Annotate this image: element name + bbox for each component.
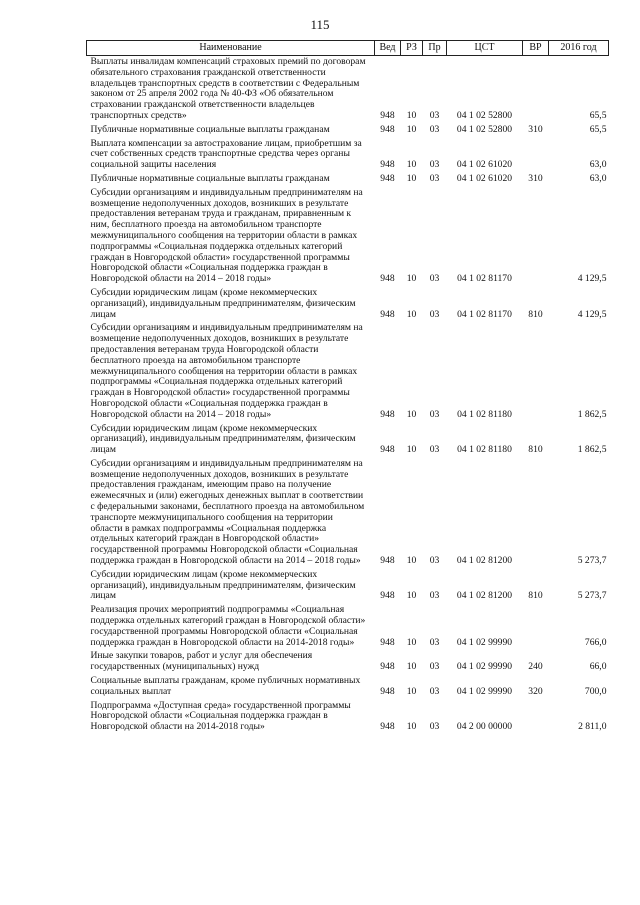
- table-row: [87, 187, 609, 287]
- row-name: Публичные нормативные социальные выплаты гражданам: [90, 123, 330, 135]
- row-name: Подпрограмма «Доступная среда» государственной программы Новгородской области «Социальная поддержка граждан в Новгородской области на 2014-2018 годы»: [90, 699, 351, 733]
- row-name: Субсидии юридическим лицам (кроме некоммерческих организаций), индивидуальным предпринимателям, физическим лицам: [90, 422, 356, 456]
- row-ved: 948: [380, 159, 395, 171]
- row-rz: 10: [406, 555, 417, 567]
- row-name: Социальные выплаты гражданам, кроме публичных нормативных социальных выплат: [90, 675, 361, 697]
- row-pr: 03: [429, 273, 440, 285]
- table-row: [87, 322, 609, 422]
- row-cst: 04 1 02 81180: [457, 444, 512, 456]
- row-rz: 10: [406, 661, 417, 673]
- row-rz: 10: [406, 685, 417, 697]
- row-rz: 10: [406, 159, 417, 171]
- row-cst: 04 1 02 61020: [456, 172, 513, 184]
- row-sum: 63,0: [589, 172, 607, 184]
- table-row: [87, 604, 609, 650]
- row-vr: [523, 322, 549, 422]
- row-ved: 948: [380, 109, 395, 121]
- header-row: [87, 41, 609, 56]
- table-row: [87, 423, 609, 458]
- row-cst: 04 2 00 00000: [456, 721, 513, 733]
- row-cst: 04 1 02 52800: [456, 109, 513, 121]
- row-sum: 1 862,5: [577, 408, 607, 420]
- row-sum: 65,5: [589, 109, 607, 121]
- row-rz: 10: [406, 123, 417, 135]
- row-pr: 03: [429, 661, 440, 673]
- table-row: [87, 700, 609, 735]
- table-row: [87, 138, 609, 173]
- row-vr: 310: [528, 123, 543, 135]
- row-vr: [523, 604, 549, 650]
- row-pr: 03: [429, 109, 440, 121]
- row-pr: 03: [429, 123, 440, 135]
- row-ved: 948: [380, 721, 395, 733]
- header-vr: ВР: [523, 41, 549, 56]
- row-ved: 948: [380, 685, 395, 697]
- row-rz: 10: [406, 444, 417, 456]
- row-vr: [523, 458, 549, 569]
- table-header: [87, 41, 609, 56]
- row-cst: 04 1 02 61020: [456, 159, 513, 171]
- row-vr: [523, 56, 549, 124]
- row-ved: 948: [380, 123, 395, 135]
- row-rz: 10: [406, 308, 417, 320]
- table-body: [87, 56, 609, 736]
- row-name: Выплаты инвалидам компенсаций страховых премий по договорам обязательного страхования гражданской ответственности владельцев транспортных средств в соответствии с Федеральным законом от 25 апреля 2002 года № 40-ФЗ «Об обязательном страховании гражданской ответственности владельцев транспортных средств»: [90, 56, 366, 121]
- row-vr: 310: [528, 172, 543, 184]
- row-name: Публичные нормативные социальные выплаты гражданам: [90, 172, 330, 184]
- row-ved: 948: [380, 555, 395, 567]
- row-vr: 320: [528, 685, 543, 697]
- row-sum: 4 129,5: [577, 308, 607, 320]
- row-sum: 4 129,5: [577, 273, 607, 285]
- row-vr: [523, 138, 549, 173]
- row-vr: [523, 700, 549, 735]
- budget-table: [86, 40, 609, 735]
- row-cst: 04 1 02 99990: [456, 636, 513, 648]
- row-cst: 04 1 02 52800: [456, 123, 513, 135]
- table-row: [87, 458, 609, 569]
- header-name: Наименование: [87, 41, 375, 56]
- header-pr: Пр: [423, 41, 447, 56]
- row-ved: 948: [380, 661, 395, 673]
- row-sum: 65,5: [589, 123, 607, 135]
- row-cst: 04 1 02 99990: [456, 685, 513, 697]
- header-rz: РЗ: [401, 41, 423, 56]
- row-name: Субсидии организациям и индивидуальным предпринимателям на возмещение недополученных доходов, возникших в результате предоставления гражданам, имеющим право на получение ежемесячных и (или) ежегодных денежных выплат в соответствии с федеральными законами, бесплатного проезда на автомобильном транспорте межмуниципального сообщения на территории области в рамках подпрограммы «Социальная поддержка отдельных категорий граждан в Новгородской области» государственной программы Новгородской области «Социальная поддержка граждан в Новгородской области на 2014 – 2018 годы»: [90, 457, 365, 567]
- row-pr: 03: [429, 159, 440, 171]
- row-name: Выплата компенсации за автострахование лицам, приобретшим за счет собственных средств транспортные средства через органы социальной защиты населения: [90, 137, 362, 171]
- row-cst: 04 1 02 81170: [457, 273, 512, 285]
- row-pr: 03: [429, 685, 440, 697]
- row-ved: 948: [380, 408, 395, 420]
- row-sum: 766,0: [584, 636, 607, 648]
- row-pr: 03: [429, 636, 440, 648]
- row-pr: 03: [429, 444, 440, 456]
- row-ved: 948: [380, 308, 395, 320]
- row-vr: [523, 187, 549, 287]
- row-pr: 03: [429, 721, 440, 733]
- row-pr: 03: [429, 172, 440, 184]
- row-sum: 5 273,7: [577, 555, 607, 567]
- row-name: Субсидии организациям и индивидуальным предпринимателям на возмещение недополученных доходов, возникших в результате предоставления ветеранам труда и гражданам, приравненным к ним, бесплатного проезда на автомобильном транспорте межмуниципального сообщения на территории области в рамках подпрограммы «Социальная поддержка отдельных категорий граждан в Новгородской области» государственной программы Новгородской области «Социальная поддержка граждан в Новгородской области на 2014 – 2018 годы»: [90, 186, 363, 285]
- row-ved: 948: [380, 590, 395, 602]
- row-cst: 04 1 02 81170: [457, 308, 512, 320]
- row-ved: 948: [380, 636, 395, 648]
- table-row: [87, 569, 609, 604]
- row-ved: 948: [380, 273, 395, 285]
- row-pr: 03: [429, 590, 440, 602]
- row-sum: 63,0: [589, 159, 607, 171]
- row-name: Реализация прочих мероприятий подпрограммы «Социальная поддержка отдельных категорий граждан в Новгородской области» государственной программы Новгородской области «Социальная поддержка граждан в Новгородской области на 2014-2018 годы»: [90, 604, 366, 648]
- row-sum: 2 811,0: [578, 721, 607, 733]
- row-rz: 10: [406, 408, 417, 420]
- row-name: Иные закупки товаров, работ и услуг для обеспечения государственных (муниципальных) нужд: [90, 650, 313, 673]
- row-sum: 1 862,5: [577, 444, 607, 456]
- row-rz: 10: [406, 273, 417, 285]
- row-pr: 03: [429, 408, 440, 420]
- table-row: [87, 650, 609, 675]
- row-name: Субсидии организациям и индивидуальным предпринимателям на возмещение недополученных доходов, возникших в результате предоставления ветеранам труда Новгородской области бесплатного проезда на автомобильном транспорте межмуниципального сообщения на территории области в рамках подпрограммы «Социальная поддержка отдельных категорий граждан в Новгородской области» государственной программы Новгородской области «Социальная поддержка граждан в Новгородской области на 2014 – 2018 годы»: [90, 322, 363, 420]
- row-cst: 04 1 02 99990: [456, 661, 513, 673]
- row-pr: 03: [429, 555, 440, 567]
- row-rz: 10: [406, 109, 417, 121]
- table-row: [87, 124, 609, 138]
- row-rz: 10: [406, 721, 417, 733]
- row-rz: 10: [406, 636, 417, 648]
- row-ved: 948: [380, 444, 395, 456]
- row-cst: 04 1 02 81200: [456, 555, 513, 567]
- row-vr: 810: [528, 590, 543, 602]
- row-sum: 66,0: [589, 661, 607, 673]
- table-row: [87, 56, 609, 124]
- row-name: Субсидии юридическим лицам (кроме некоммерческих организаций), индивидуальным предпринимателям, физическим лицам: [90, 286, 356, 320]
- row-vr: 810: [528, 444, 543, 456]
- row-vr: 810: [528, 308, 543, 320]
- row-sum: 700,0: [584, 685, 607, 697]
- page-number: 115: [310, 17, 330, 32]
- row-name: Субсидии юридическим лицам (кроме некоммерческих организаций), индивидуальным предпринимателям, физическим лицам: [90, 568, 356, 602]
- row-rz: 10: [406, 590, 417, 602]
- row-sum: 5 273,7: [577, 590, 607, 602]
- table-row: [87, 173, 609, 187]
- row-cst: 04 1 02 81200: [456, 590, 513, 602]
- table-row: [87, 675, 609, 700]
- table-row: [87, 287, 609, 322]
- row-rz: 10: [406, 172, 417, 184]
- header-cst: ЦСТ: [447, 41, 523, 56]
- row-pr: 03: [429, 308, 440, 320]
- row-vr: 240: [528, 661, 543, 673]
- header-ved: Вед: [375, 41, 401, 56]
- row-ved: 948: [380, 172, 395, 184]
- header-year: 2016 год: [549, 41, 609, 56]
- row-cst: 04 1 02 81180: [457, 408, 512, 420]
